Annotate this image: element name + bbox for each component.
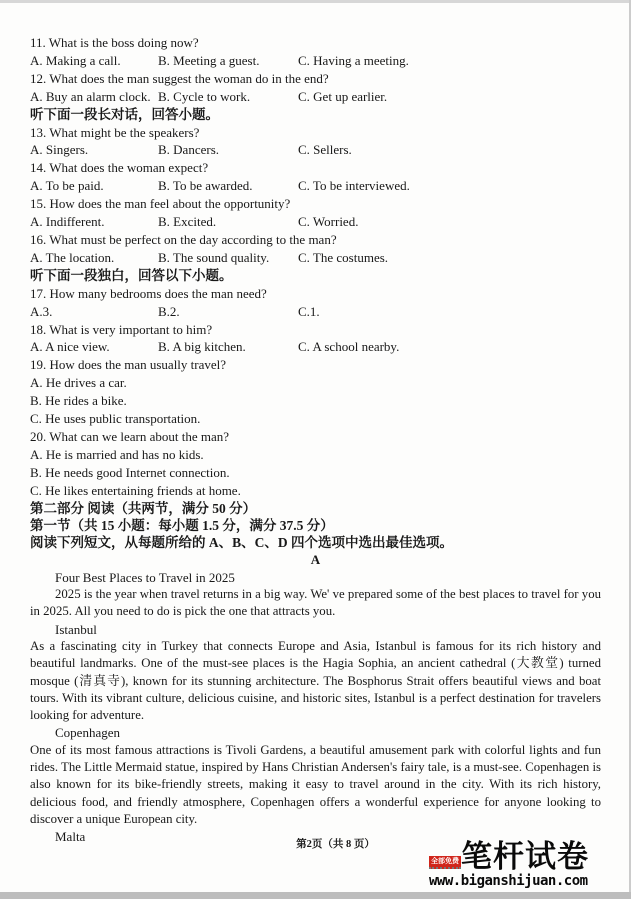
question-19-text: 19. How does the man usually travel?	[30, 357, 227, 373]
question-17-options	[30, 303, 601, 321]
brand-name: 笔杆试卷	[461, 839, 589, 874]
question-16-options	[30, 249, 601, 267]
option-a: A. Making a call.	[30, 52, 121, 68]
question-11-options	[30, 52, 601, 70]
option-c: C. Having a meeting.	[298, 52, 409, 68]
question-18-options	[30, 338, 601, 356]
option-a: A. Buy an alarm clock.	[30, 88, 151, 104]
option-c: C. To be interviewed.	[298, 178, 410, 194]
part2-header: 第二部分 阅读（共两节，满分 50 分）	[30, 500, 257, 516]
question-18-text: 18. What is very important to him?	[30, 321, 213, 337]
instruction-monologue: 听下面一段独白，回答以下小题。	[30, 267, 233, 283]
passage-title: Four Best Places to Travel in 2025	[55, 569, 235, 585]
section1-header: 第一节（共 15 小题：每小题 1.5 分，满分 37.5 分）	[30, 517, 334, 533]
reading-section	[30, 500, 601, 846]
option-a: A. Indifferent.	[30, 214, 105, 230]
page-edge-bottom	[0, 892, 631, 899]
question-15-options	[30, 213, 601, 231]
question-19-option-a: A. He drives a car.	[30, 375, 127, 391]
option-b: B.2.	[158, 303, 180, 319]
option-b: B. A big kitchen.	[158, 339, 246, 355]
option-a: A. The location.	[30, 249, 115, 265]
option-b: B. Dancers.	[158, 142, 220, 158]
reading-directions: 阅读下列短文，从每题所给的 A、B、C、D 四个选项中选出最佳选项。	[30, 535, 454, 551]
question-17-text: 17. How many bedrooms does the man need?	[30, 285, 267, 301]
option-b: B. Meeting a guest.	[158, 52, 260, 68]
option-c: C. Sellers.	[298, 142, 352, 158]
question-13-text: 13. What might be the speakers?	[30, 124, 200, 140]
option-c: C. The costumes.	[298, 249, 389, 265]
page-edge-top	[0, 0, 631, 3]
question-14-options	[30, 177, 601, 195]
option-c: C. Worried.	[298, 214, 359, 230]
free-badge: 全部免费	[429, 856, 461, 869]
city-paragraph-copenhagen: One of its most famous attractions is Tivoli Gardens, a beautiful amusement park with colorful lights and fun rides. The Little Mermaid statue, inspired by Hans Christian Andersen's fairy tale, is a must-see. Copenhagen is also known for its bike-friendly streets, making it easy to travel around in the city. With its rich history, delicious food, and friendly atmosphere, Copenhagen offers a wonderful experience for anyone looking to discover a unique European city.	[30, 742, 601, 826]
option-b: B. Excited.	[158, 214, 217, 230]
question-16-text: 16. What must be perfect on the day according to the man?	[30, 231, 337, 247]
question-19-option-c: C. He uses public transportation.	[30, 411, 201, 427]
watermark-brand-row	[429, 841, 607, 873]
page-number: 第2页（共 8 页）	[296, 839, 375, 850]
question-15-text: 15. How does the man feel about the opportunity?	[30, 196, 291, 212]
option-a: A. A nice view.	[30, 339, 110, 355]
option-a: A.3.	[30, 303, 53, 319]
passage-intro: 2025 is the year when travel returns in a big way. We' ve prepared some of the best places to travel for you in 2025. All you need to do is pick the one that attracts you.	[30, 587, 601, 619]
passage-label: A	[310, 552, 321, 568]
question-20-option-b: B. He needs good Internet connection.	[30, 464, 230, 480]
city-paragraph-istanbul: As a fascinating city in Turkey that connects Europe and Asia, Istanbul is famous for its rich history and beautiful landmarks. One of the must-see places is the Hagia Sophia, an ancient cathedral (大教堂) turned mosque (清真寺), known for its stunning architecture. The Bosphorus Strait offers beautiful views and boat tours. With its vibrant culture, delicious cuisine, and historic sites, Istanbul is a perfect destination for travelers looking for adventure.	[30, 638, 601, 723]
option-c: C.1.	[298, 303, 320, 319]
option-b: B. The sound quality.	[158, 249, 270, 265]
option-b: B. To be awarded.	[158, 178, 253, 194]
question-19-option-b: B. He rides a bike.	[30, 393, 127, 409]
option-b: B. Cycle to work.	[158, 88, 251, 104]
question-20-option-a: A. He is married and has no kids.	[30, 446, 204, 462]
city-heading-istanbul: Istanbul	[55, 621, 97, 637]
question-11-text: 11. What is the boss doing now?	[30, 35, 199, 50]
city-heading-malta: Malta	[55, 829, 86, 845]
question-12-options	[30, 88, 601, 106]
instruction-long-dialog: 听下面一段长对话，回答小题。	[30, 106, 219, 122]
option-a: A. To be paid.	[30, 178, 104, 194]
listening-section	[30, 34, 601, 500]
question-20-option-c: C. He likes entertaining friends at home.	[30, 482, 241, 498]
question-14-text: 14. What does the woman expect?	[30, 160, 209, 176]
option-c: C. Get up earlier.	[298, 88, 388, 104]
question-13-options	[30, 141, 601, 159]
watermark	[429, 841, 607, 889]
option-c: C. A school nearby.	[298, 339, 400, 355]
city-heading-copenhagen: Copenhagen	[55, 725, 120, 741]
question-20-text: 20. What can we learn about the man?	[30, 428, 230, 444]
option-a: A. Singers.	[30, 142, 89, 158]
brand-url: www.biganshijuan.com	[429, 873, 588, 889]
question-12-text: 12. What does the man suggest the woman do in the end?	[30, 70, 329, 86]
